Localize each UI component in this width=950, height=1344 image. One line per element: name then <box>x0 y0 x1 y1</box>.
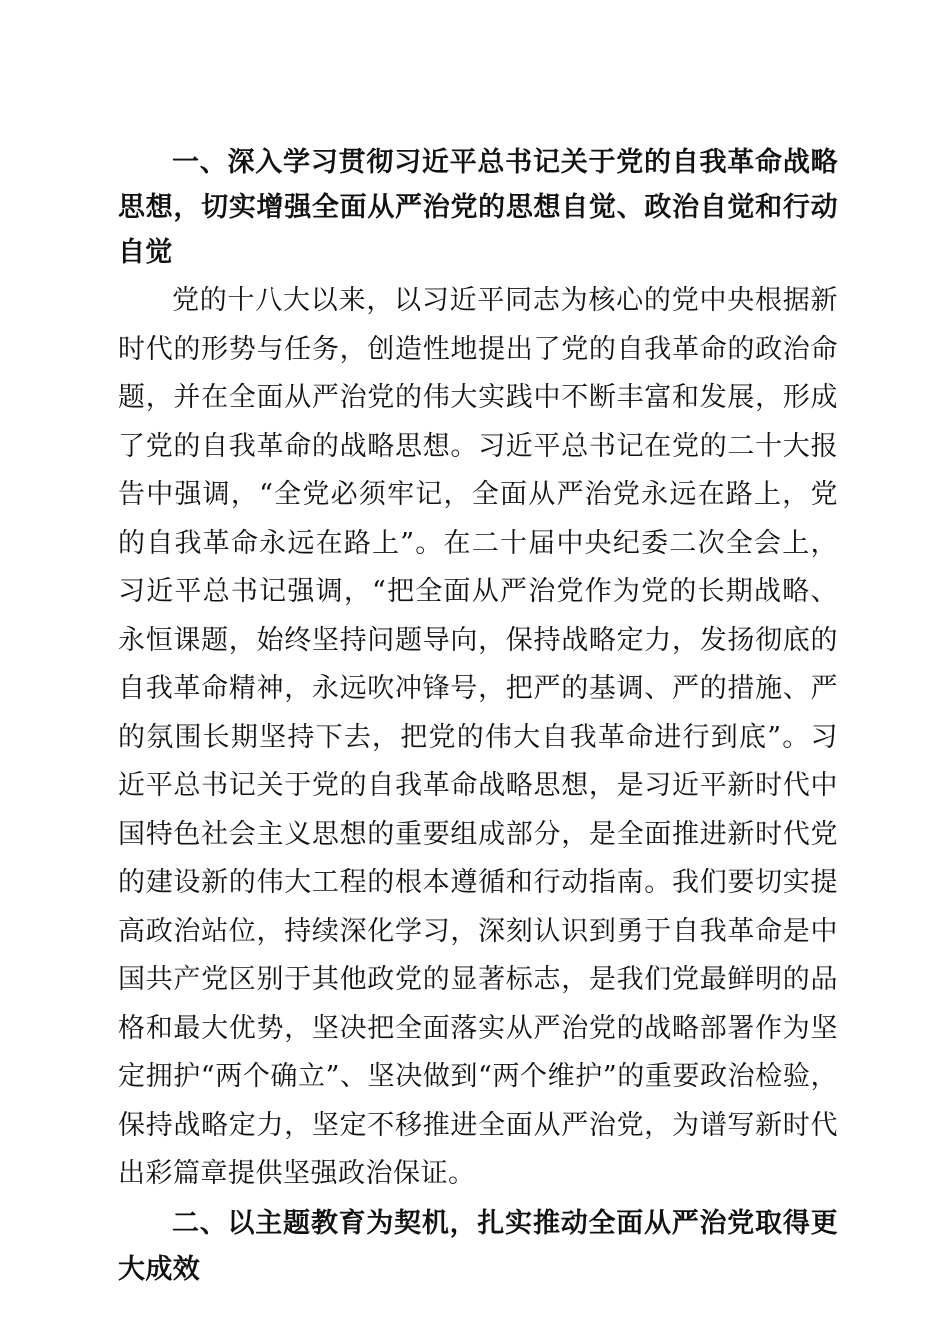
document-body <box>118 140 838 1293</box>
section-heading-1: 一、深入学习贯彻习近平总书记关于党的自我革命战略思想，切实增强全面从严治党的思想自觉、政治自觉和行动自觉 <box>118 147 838 268</box>
body-paragraph-1: 党的十八大以来，以习近平同志为核心的党中央根据新时代的形势与任务，创造性地提出了党的自我革命的政治命题，并在全面从严治党的伟大实践中不断丰富和发展，形成了党的自我革命的战略思想。习近平总书记在党的二十大报告中强调，“全党必须牢记，全面从严治党永远在路上，党的自我革命永远在路上”。在二十届中央纪委二次全会上，习近平总书记强调，“把全面从严治党作为党的长期战略、永恒课题，始终坚持问题导向，保持战略定力，发扬彻底的自我革命精神，永远吹冲锋号，把严的基调、严的措施、严的氛围长期坚持下去，把党的伟大自我革命进行到底”。习近平总书记关于党的自我革命战略思想，是习近平新时代中国特色社会主义思想的重要组成部分，是全面推进新时代党的建设新的伟大工程的根本遵循和行动指南。我们要切实提高政治站位，持续深化学习，深刻认识到勇于自我革命是中国共产党区别于其他政党的显著标志，是我们党最鲜明的品格和最大优势，坚决把全面落实从严治党的战略部署作为坚定拥护“两个确立”、坚决做到“两个维护”的重要政治检验，保持战略定力，坚定不移推进全面从严治党，为谱写新时代出彩篇章提供坚强政治保证。 <box>118 285 838 1189</box>
section-heading-2: 二、以主题教育为契机，扎实推动全面从严治党取得更大成效 <box>118 1207 838 1285</box>
